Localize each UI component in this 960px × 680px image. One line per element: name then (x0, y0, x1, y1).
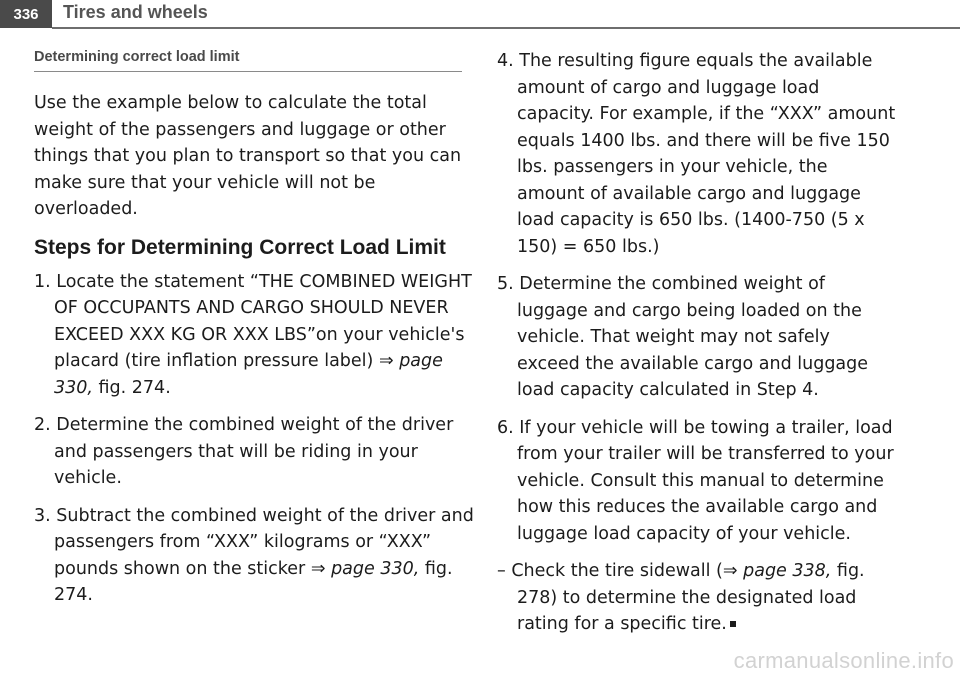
figure-reference: fig. 274. (92, 377, 171, 398)
arrow-icon: ⇒ (310, 558, 326, 579)
header-rule (52, 27, 960, 29)
section-subheading: Determining correct load limit (34, 48, 462, 72)
page-reference-link[interactable]: page 330, (54, 351, 443, 398)
chapter-title: Tires and wheels (63, 2, 208, 22)
step-4: 4. The resulting figure equals the available amount of cargo and luggage load capacity. For example, if the “XXX” amount equals 1400 lbs. and there will be five 150 lbs. passengers in your vehicle, the amount of available cargo and luggage load capacity is 650 lbs. (1400-750 (5 x 150) = 650 lbs.) (497, 51, 896, 257)
check-suffix: fig. 278) to determine the designated load rating for a specific tire. (517, 561, 865, 634)
page-reference-link[interactable]: page 338, (743, 561, 832, 581)
left-column (34, 48, 474, 620)
step-1-text: 1. Locate the statement “THE COMBINED WEIGHT OF OCCUPANTS AND CARGO SHOULD NEVER EXCEED XXX KG OR XXX LBS”on your vehicle's placard (tire inflation pressure label) (34, 271, 472, 371)
right-column (497, 48, 897, 638)
step-3 (34, 503, 474, 609)
arrow-icon: ⇒ (378, 351, 394, 371)
check-text: – Check the tire sidewall ( (497, 561, 723, 581)
page-reference-link[interactable]: page 330, (331, 558, 420, 579)
figure-reference: fig. 274. (54, 558, 453, 605)
step-3-text: 3. Subtract the combined weight of the driver and passengers from “XXX” kilograms or “XXX” pounds shown on the sticker (34, 505, 474, 579)
step-2: 2. Determine the combined weight of the driver and passengers that will be riding in your vehicle. (34, 415, 454, 488)
step-6: 6. If your vehicle will be towing a trailer, load from your trailer will be transferred to your vehicle. Consult this manual to determine how this reduces the available cargo and luggage load capacity of your vehicle. (497, 417, 894, 544)
end-of-section-icon (730, 621, 736, 627)
steps-heading: Steps for Determining Correct Load Limit (34, 235, 446, 259)
step-1 (34, 269, 474, 402)
arrow-icon: ⇒ (722, 561, 738, 581)
check-sidewall-instruction (497, 558, 897, 638)
watermark: carmanualsonline.info (733, 648, 954, 673)
step-5: 5. Determine the combined weight of luggage and cargo being loaded on the vehicle. That weight may not safely exceed the available cargo and luggage load capacity calculated in Step 4. (497, 274, 869, 400)
intro-paragraph: Use the example below to calculate the total weight of the passengers and luggage or other things that you plan to transport so that you can make sure that your vehicle will not be overloaded. (34, 93, 462, 219)
page-number: 336 (0, 0, 52, 28)
